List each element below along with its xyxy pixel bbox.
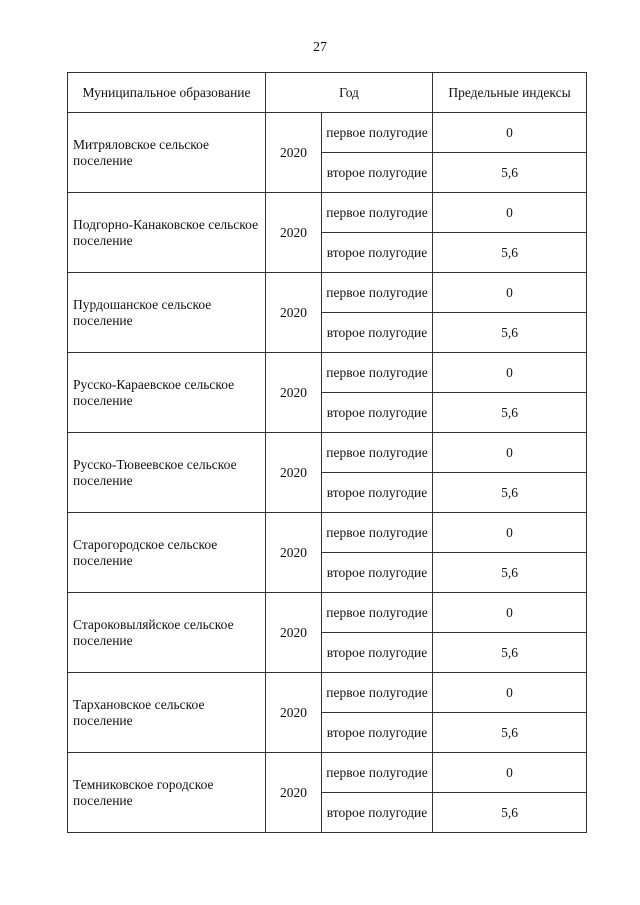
- year-cell: 2020: [266, 353, 322, 433]
- municipality-name: Русско-Тювеевское сельское поселение: [68, 433, 266, 513]
- table-row: [68, 513, 587, 553]
- first-half-index: 0: [433, 513, 587, 553]
- second-half-index: 5,6: [433, 233, 587, 273]
- second-half-label: второе полугодие: [322, 713, 433, 753]
- second-half-label: второе полугодие: [322, 153, 433, 193]
- first-half-label: первое полугодие: [322, 433, 433, 473]
- first-half-index: 0: [433, 753, 587, 793]
- municipality-name: Старогородское сельское поселение: [68, 513, 266, 593]
- index-table: [67, 72, 587, 833]
- year-cell: 2020: [266, 593, 322, 673]
- second-half-label: второе полугодие: [322, 473, 433, 513]
- second-half-index: 5,6: [433, 313, 587, 353]
- first-half-index: 0: [433, 273, 587, 313]
- first-half-label: первое полугодие: [322, 273, 433, 313]
- table-row: [68, 673, 587, 713]
- first-half-index: 0: [433, 593, 587, 633]
- header-index: Предельные индексы: [433, 73, 587, 113]
- municipality-name: Староковыляйское сельское поселение: [68, 593, 266, 673]
- year-cell: 2020: [266, 193, 322, 273]
- second-half-index: 5,6: [433, 633, 587, 673]
- table-row: [68, 433, 587, 473]
- first-half-index: 0: [433, 353, 587, 393]
- table-row: [68, 273, 587, 313]
- municipality-name: Русско-Караевское сельское поселение: [68, 353, 266, 433]
- second-half-label: второе полугодие: [322, 633, 433, 673]
- year-cell: 2020: [266, 753, 322, 833]
- first-half-label: первое полугодие: [322, 513, 433, 553]
- year-cell: 2020: [266, 673, 322, 753]
- first-half-index: 0: [433, 673, 587, 713]
- first-half-label: первое полугодие: [322, 353, 433, 393]
- year-cell: 2020: [266, 433, 322, 513]
- first-half-label: первое полугодие: [322, 753, 433, 793]
- page-number: 27: [313, 40, 327, 55]
- first-half-index: 0: [433, 193, 587, 233]
- municipality-name: Митряловское сельское поселение: [68, 113, 266, 193]
- municipality-name: Подгорно-Канаковское сельское поселение: [68, 193, 266, 273]
- second-half-label: второе полугодие: [322, 393, 433, 433]
- table-row: [68, 593, 587, 633]
- second-half-index: 5,6: [433, 793, 587, 833]
- year-cell: 2020: [266, 513, 322, 593]
- table-body: [68, 113, 587, 833]
- first-half-index: 0: [433, 113, 587, 153]
- second-half-index: 5,6: [433, 553, 587, 593]
- first-half-label: первое полугодие: [322, 673, 433, 713]
- header-municipality: Муниципальное образование: [68, 73, 266, 113]
- table-row: [68, 193, 587, 233]
- second-half-label: второе полугодие: [322, 313, 433, 353]
- first-half-label: первое полугодие: [322, 593, 433, 633]
- second-half-index: 5,6: [433, 153, 587, 193]
- second-half-label: второе полугодие: [322, 553, 433, 593]
- second-half-label: второе полугодие: [322, 793, 433, 833]
- second-half-index: 5,6: [433, 473, 587, 513]
- header-year: Год: [266, 73, 433, 113]
- municipality-name: Пурдошанское сельское поселение: [68, 273, 266, 353]
- year-cell: 2020: [266, 273, 322, 353]
- first-half-label: первое полугодие: [322, 113, 433, 153]
- table-row: [68, 753, 587, 793]
- second-half-index: 5,6: [433, 393, 587, 433]
- table-header-row: [68, 73, 587, 113]
- second-half-label: второе полугодие: [322, 233, 433, 273]
- municipality-name: Тархановское сельское поселение: [68, 673, 266, 753]
- first-half-index: 0: [433, 433, 587, 473]
- table-row: [68, 113, 587, 153]
- first-half-label: первое полугодие: [322, 193, 433, 233]
- year-cell: 2020: [266, 113, 322, 193]
- table-row: [68, 353, 587, 393]
- second-half-index: 5,6: [433, 713, 587, 753]
- municipality-name: Темниковское городское поселение: [68, 753, 266, 833]
